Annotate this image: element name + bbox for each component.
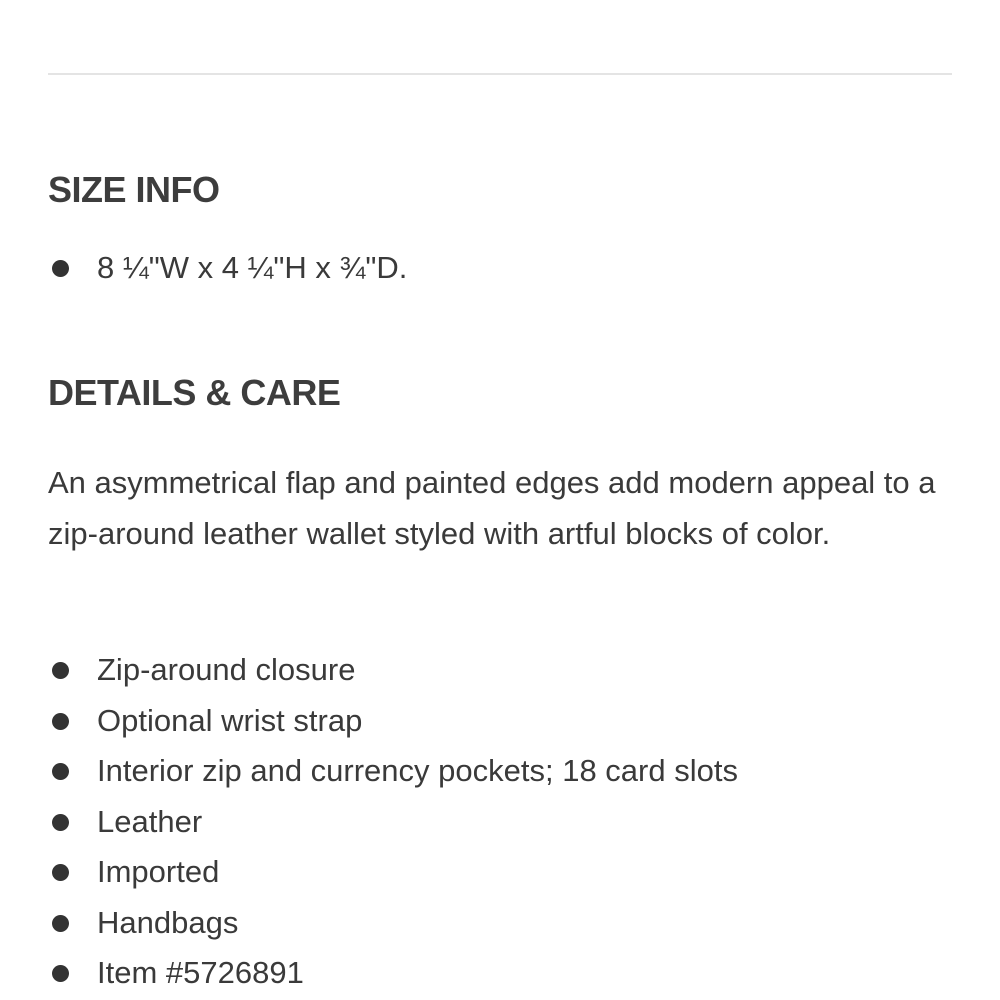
size-info-heading: SIZE INFO bbox=[48, 169, 220, 210]
feature-item bbox=[48, 948, 738, 999]
feature-text: Handbags bbox=[97, 904, 239, 940]
feature-text: Item #5726891 bbox=[97, 955, 304, 990]
size-info-list bbox=[48, 243, 407, 294]
feature-item bbox=[48, 746, 738, 797]
feature-item bbox=[48, 847, 738, 898]
feature-text: Zip-around closure bbox=[97, 652, 356, 687]
bullet-dot-icon bbox=[52, 260, 69, 277]
feature-item bbox=[48, 696, 738, 747]
bullet-dot-icon bbox=[52, 965, 69, 982]
size-info-text: 8 ¼"W x 4 ¼"H x ¾"D. bbox=[97, 250, 408, 285]
bullet-dot-icon bbox=[52, 814, 69, 831]
bullet-dot-icon bbox=[52, 763, 69, 780]
bullet-dot-icon bbox=[52, 713, 69, 730]
feature-item bbox=[48, 898, 738, 949]
feature-text: Optional wrist strap bbox=[97, 702, 363, 738]
product-description: An asymmetrical flap and painted edges add modern appeal to a zip-around leather wallet styled with artful blocks of color. bbox=[48, 465, 936, 551]
details-care-heading: DETAILS & CARE bbox=[48, 372, 341, 413]
feature-text: Interior zip and currency pockets; 18 card slots bbox=[97, 753, 738, 788]
bullet-dot-icon bbox=[52, 915, 69, 932]
feature-text: Imported bbox=[97, 854, 220, 889]
section-divider bbox=[48, 73, 952, 75]
features-list bbox=[48, 645, 738, 999]
feature-item bbox=[48, 797, 738, 848]
feature-text: Leather bbox=[97, 803, 203, 839]
bullet-dot-icon bbox=[52, 864, 69, 881]
size-info-item bbox=[48, 243, 407, 294]
feature-item bbox=[48, 645, 738, 696]
bullet-dot-icon bbox=[52, 662, 69, 679]
